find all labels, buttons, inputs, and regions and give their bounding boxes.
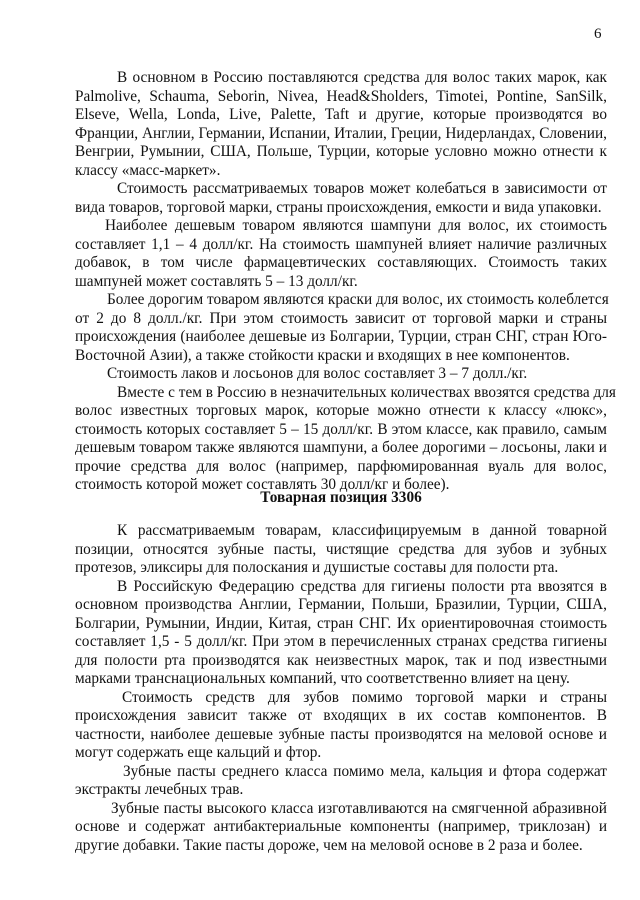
section-heading: Товарная позиция 3306 <box>260 489 422 506</box>
text-line: происхождения (наиболее дешевые из Болгарии, Турции, стран СНГ, стран Юго- <box>75 328 607 345</box>
paragraph <box>75 217 607 291</box>
section-heading-wrap <box>75 489 607 508</box>
text-line: Стоимость лаков и лосьонов для волос составляет 3 – 7 долл./кг. <box>107 365 528 382</box>
text-line: стоимость которой может составлять 30 долл/кг и более). <box>75 476 450 493</box>
text-line: Наиболее дешевым товаром являются шампуни для волос, их стоимость <box>105 217 607 234</box>
text-line: прочие средства для волос (например, парфюмированная вуаль для волос, <box>75 457 607 475</box>
paragraph <box>75 689 607 763</box>
paragraph <box>75 763 607 800</box>
paragraph <box>75 365 607 384</box>
paragraph <box>75 800 607 856</box>
text-line: марками транснациональных компаний, что соответственно влияет на цену. <box>75 670 570 687</box>
text-line: Восточной Азии), а также стойкости краски и входящих в нее компонентов. <box>75 346 570 364</box>
text-line: К рассматриваемым товарам, классифицируемым в данной товарной <box>117 522 607 539</box>
text-line: вида товаров, торговой марки, страны происхождения, емкости и вида упаковки. <box>75 198 602 216</box>
text-line: стоимость которых составляет 5 – 15 долл/кг. В этом классе, как правило, самым <box>75 420 607 438</box>
text-line: Стоимость средств для зубов помимо торговой марки и страны <box>122 688 607 706</box>
page-number: 6 <box>594 26 602 42</box>
text-line: Palmolive, Schauma, Seborin, Nivea, Head&Sholders, Timotei, Pontine, SanSilk, <box>75 87 607 105</box>
text-line: основном производства Англии, Германии, Польши, Бразилии, Турции, США, <box>75 596 607 613</box>
text-line: частности, наиболее дешевые зубные пасты производятся на меловой основе и <box>75 725 607 743</box>
text-line: происхождения зависит также от входящих в их состав компонентов. В <box>75 707 607 724</box>
section-oral-hygiene <box>75 522 607 855</box>
text-line: Вместе с тем в Россию в незначительных количествах ввозятся средства для <box>117 383 616 401</box>
text-line: Зубные пасты среднего класса помимо мела, кальция и фтора содержат <box>123 762 607 780</box>
text-line: Зубные пасты высокого класса изготавливаются на смягченной абразивной <box>111 799 607 817</box>
text-line: дешевым товаром также являются шампуни, а более дорогими – лосьоны, лаки и <box>75 439 607 456</box>
text-line: протезов, эликсиры для полоскания и душистые составы для полости рта. <box>75 559 559 576</box>
text-line: шампуней может составлять 5 – 13 долл/кг. <box>75 272 358 290</box>
paragraph <box>75 291 607 365</box>
text-line: составляет 1,5 - 5 долл/кг. При этом в перечисленных странах средства гигиены <box>75 633 607 650</box>
text-line: Elseve, Wella, Londa, Live, Palette, Taft и другие, которые производятся во <box>75 106 607 123</box>
text-line: В Российскую Федерацию средства для гигиены полости рта ввозятся в <box>117 577 607 595</box>
paragraph <box>75 383 616 495</box>
text-line: Более дорогим товаром являются краски для волос, их стоимость колеблется <box>107 291 609 308</box>
section-hair-products <box>75 69 616 495</box>
paragraph <box>75 180 607 217</box>
text-line: другие добавки. Такие пасты дороже, чем на меловой основе в 2 раза и более. <box>75 836 583 854</box>
paragraph <box>75 578 607 689</box>
text-line: Стоимость рассматриваемых товаров может колебаться в зависимости от <box>117 180 607 197</box>
text-line: классу «масс-маркет». <box>75 161 221 179</box>
text-line: Болгарии, Румынии, Индии, Китая, стран СНГ. Их ориентировочная стоимость <box>75 614 607 632</box>
paragraph <box>75 522 607 578</box>
text-line: волос известных торговых марок, которые можно отнести к классу «люкс», <box>75 402 607 419</box>
text-line: В основном в Россию поставляются средства для волос таких марок, как <box>117 69 607 86</box>
text-line: для полости рта производятся как неизвестных марок, так и под известными <box>75 651 607 669</box>
text-line: экстракты лечебных трав. <box>75 781 244 798</box>
text-line: Венгрии, Румынии, США, Польше, Турции, которые условно можно отнести к <box>75 143 607 160</box>
text-line: основе и содержат антибактериальные компоненты (например, триклозан) и <box>75 818 607 835</box>
paragraph <box>75 69 607 180</box>
text-line: Франции, Англии, Германии, Испании, Италии, Греции, Нидерландах, Словении, <box>75 124 607 142</box>
text-line: добавок, в том числе фармацевтических составляющих. Стоимость таких <box>75 254 607 271</box>
text-line: составляет 1,1 – 4 долл/кг. На стоимость шампуней влияет наличие различных <box>75 235 607 253</box>
text-line: от 2 до 8 долл./кг. При этом стоимость зависит от торговой марки и страны <box>75 309 607 327</box>
text-line: позиции, относятся зубные пасты, чистящие средства для зубов и зубных <box>75 540 607 558</box>
text-line: могут содержать еще кальций и фтор. <box>75 744 322 761</box>
